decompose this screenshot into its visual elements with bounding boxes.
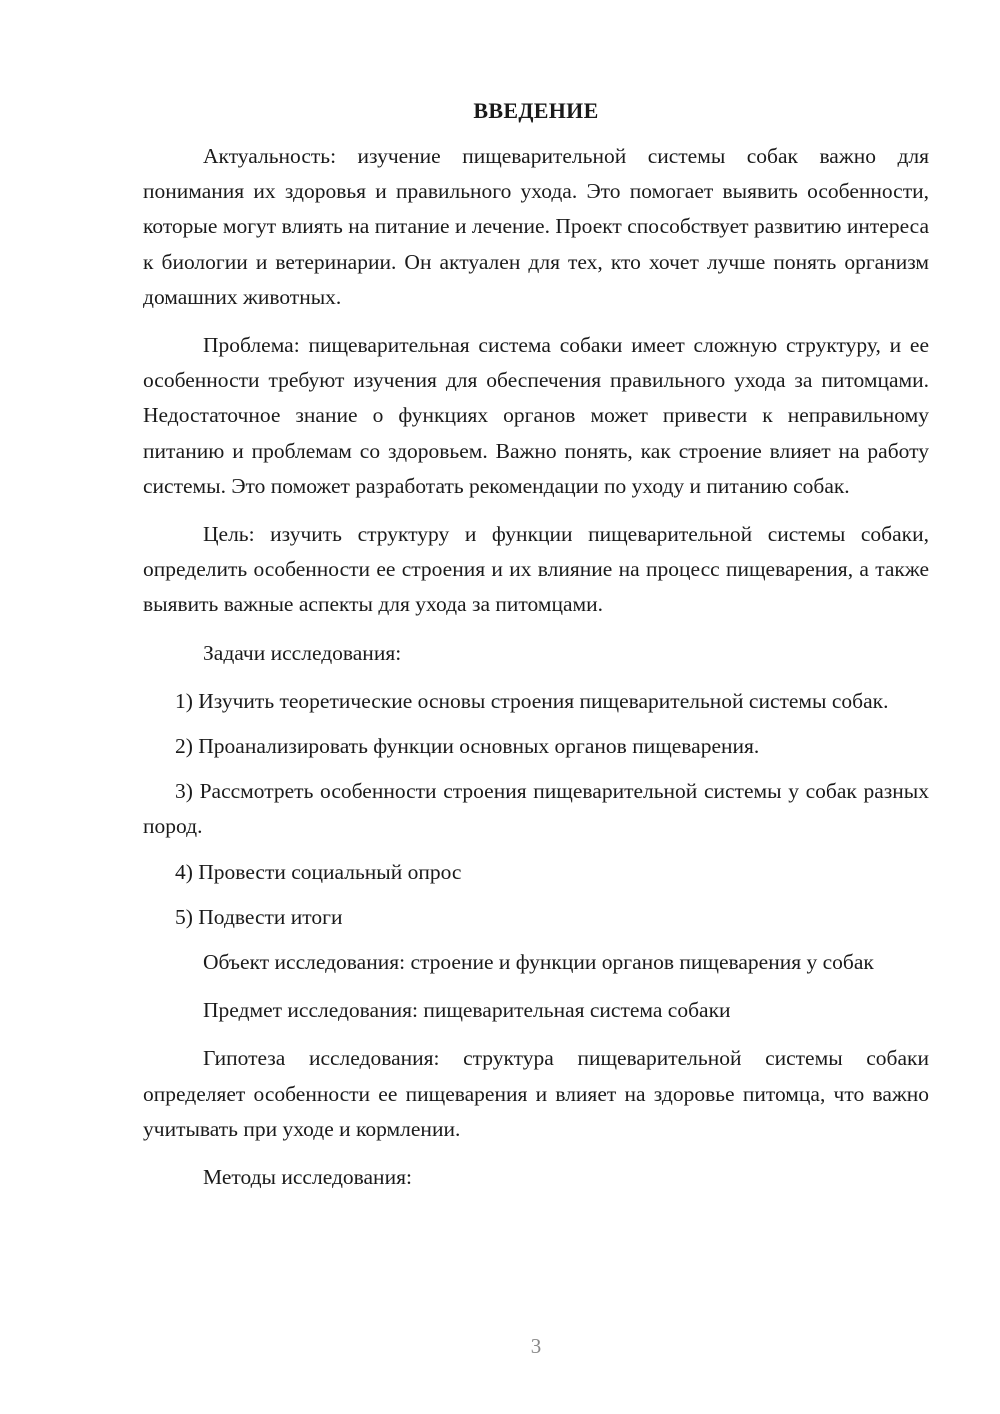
page-number: 3 bbox=[530, 1334, 542, 1358]
task-item-1: 1) Изучить теоретические основы строения пищеварительной системы собак. bbox=[175, 688, 889, 713]
task-item-2: 2) Проанализировать функции основных органов пищеварения. bbox=[175, 734, 760, 759]
paragraph-tasks-heading: Задачи исследования: bbox=[203, 640, 402, 665]
paragraph-goal: Цель: изучить структуру и функции пищеварительной системы собаки, определить особенности ее строения и их влияние на процесс пищеварения, а также выявить важные аспекты для ухода за питомцами. bbox=[143, 522, 929, 617]
paragraph-object: Объект исследования: строение и функции органов пищеварения у собак bbox=[203, 950, 874, 975]
document-page bbox=[143, 96, 929, 1208]
task-item-3: 3) Рассмотреть особенности строения пищеварительной системы у собак разных пород. bbox=[143, 779, 929, 839]
paragraph-hypothesis: Гипотеза исследования: структура пищеварительной системы собаки определяет особенности ее пищеварения и влияет на здоровье питомца, что важно учитывать при уходе и кормлении. bbox=[143, 1046, 929, 1141]
paragraph-methods-heading: Методы исследования: bbox=[203, 1165, 412, 1190]
task-item-4: 4) Провести социальный опрос bbox=[175, 859, 462, 884]
section-title: ВВЕДЕНИЕ bbox=[473, 98, 599, 123]
paragraph-subject: Предмет исследования: пищеварительная система собаки bbox=[203, 998, 731, 1023]
task-item-5: 5) Подвести итоги bbox=[175, 904, 343, 929]
paragraph-relevance: Актуальность: изучение пищеварительной системы собак важно для понимания их здоровья и правильного ухода. Это помогает выявить особенности, которые могут влиять на питание и лечение. Проект способствует развитию интереса к биологии и ветеринарии. Он актуален для тех, кто хочет лучше понять организм домашних животных. bbox=[143, 144, 929, 309]
paragraph-problem: Проблема: пищеварительная система собаки имеет сложную структуру, и ее особенности требуют изучения для обеспечения правильного ухода за питомцами. Недостаточное знание о функциях органов может привести к неправильному питанию и проблемам со здоровьем. Важно понять, как строение влияет на работу системы. Это поможет разработать рекомендации по уходу и питанию собак. bbox=[143, 333, 929, 498]
